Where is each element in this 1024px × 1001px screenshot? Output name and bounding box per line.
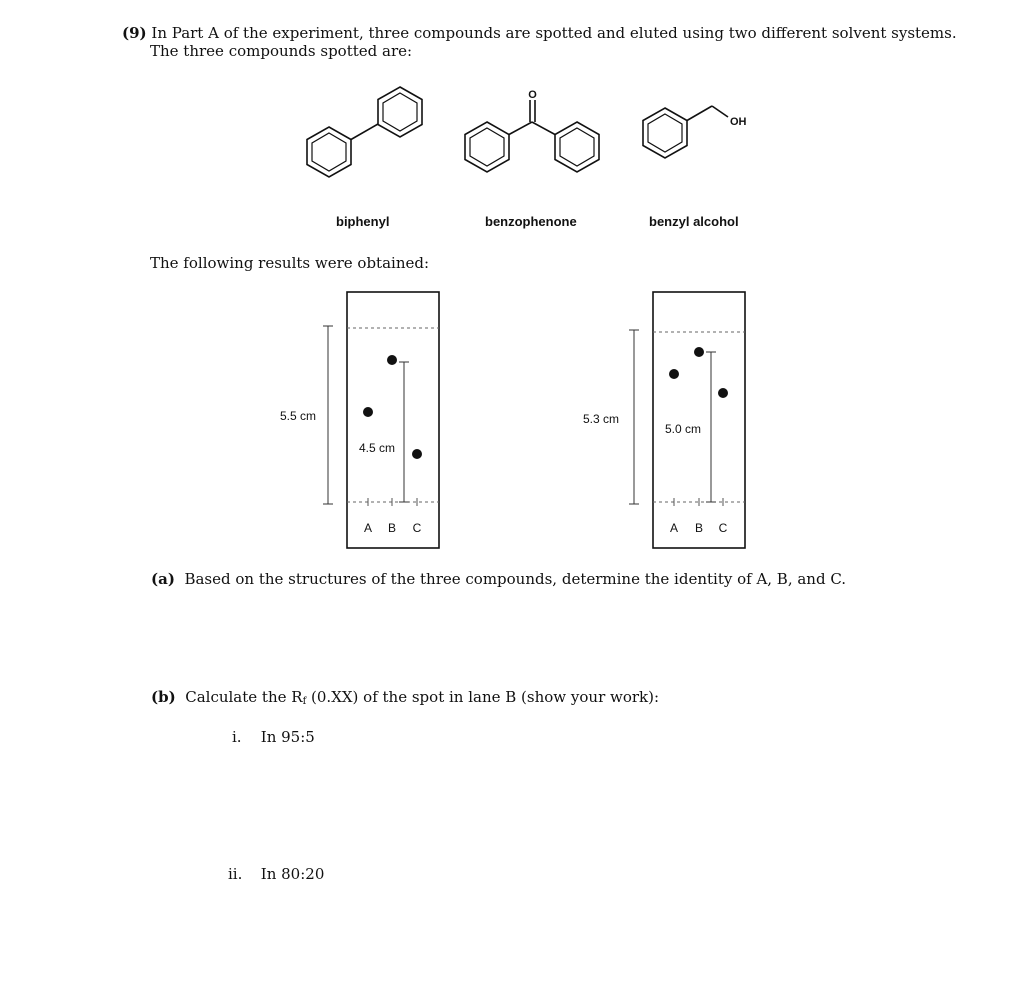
biphenyl-ring-right-inner [383, 93, 417, 131]
benzyl-alcohol-hydroxyl-label: OH [730, 116, 747, 128]
question-text-1: In Part A of the experiment, three compounds are spotted and eluted using two different solvent systems. [151, 24, 957, 42]
tlc-plate-1 [270, 288, 470, 558]
benzophenone-oxygen-label: O [528, 89, 537, 101]
benzophenone-structure [458, 86, 608, 176]
plate-2-solvent-front-label: 5.3 cm [582, 412, 620, 426]
part-a-text: Based on the structures of the three compounds, determine the identity of A, B, and C. [184, 570, 847, 588]
plate-1-frame [347, 292, 439, 548]
part-b-item-2-marker: ii. [228, 865, 243, 883]
plate-1-spot-a [363, 407, 373, 417]
part-b-rf-subscript: f [302, 696, 307, 707]
benzophenone-ring-left-inner [470, 128, 504, 166]
benzyl-alcohol-ring [643, 108, 687, 158]
part-b-item-2 [228, 865, 324, 883]
part-b-label: (b) [151, 688, 176, 706]
plate-2-frame [653, 292, 745, 548]
question-line-2: The three compounds spotted are: [150, 42, 413, 60]
plate-1-lane-c-label: C [412, 521, 422, 535]
benzophenone-ring-right-inner [560, 128, 594, 166]
plate-1-solvent-front-label: 5.5 cm [279, 409, 317, 423]
question-line-1 [122, 24, 1002, 42]
plate-2-lane-a-label: A [669, 521, 679, 535]
plate-2-lane-b-label: B [694, 521, 704, 535]
part-b-question [151, 688, 1011, 707]
plate-1-spot-b [387, 355, 397, 365]
plate-2-lane-c-label: C [718, 521, 728, 535]
benzyl-alcohol-oh-bond [712, 106, 728, 117]
part-b-text-after: (0.XX) of the spot in lane B (show your work): [306, 688, 660, 706]
part-b-item-1-text: In 95:5 [260, 728, 315, 746]
plate-1-spot-c [412, 449, 422, 459]
plate-1-lane-b-label: B [387, 521, 397, 535]
benzophenone-bond-right [532, 122, 555, 135]
plate-2-spot-a [669, 369, 679, 379]
plate-1-spot-b-label: 4.5 cm [358, 441, 396, 455]
benzyl-alcohol-label: benzyl alcohol [649, 214, 739, 229]
part-b-item-1-marker: i. [232, 728, 242, 746]
plate-2-spot-b [694, 347, 704, 357]
benzyl-alcohol-ring-inner [648, 114, 682, 152]
part-b-item-2-text: In 80:20 [260, 865, 325, 883]
biphenyl-ring-right [378, 87, 422, 137]
plate-2-spot-c [718, 388, 728, 398]
question-number: (9) [122, 24, 147, 42]
biphenyl-label: biphenyl [336, 214, 390, 229]
benzophenone-ring-right [555, 122, 599, 172]
benzophenone-ring-left [465, 122, 509, 172]
plate-1-lane-a-label: A [363, 521, 373, 535]
part-b-item-1 [232, 728, 315, 746]
biphenyl-structure [300, 82, 430, 182]
benzyl-alcohol-ch2-bond [687, 106, 712, 121]
benzophenone-bond-left [509, 122, 532, 135]
plate-2-spot-b-label: 5.0 cm [664, 422, 702, 436]
tlc-plate-2 [576, 288, 776, 558]
question-header [122, 24, 1002, 60]
benzyl-alcohol-structure [636, 100, 756, 170]
benzophenone-label: benzophenone [485, 214, 577, 229]
part-a-label: (a) [151, 570, 175, 588]
biphenyl-ring-left [307, 127, 351, 177]
part-a-question [151, 570, 1011, 588]
part-b-text-before: Calculate the R [185, 688, 303, 706]
biphenyl-bond [351, 124, 378, 140]
results-text: The following results were obtained: [150, 254, 430, 272]
biphenyl-ring-left-inner [312, 133, 346, 171]
